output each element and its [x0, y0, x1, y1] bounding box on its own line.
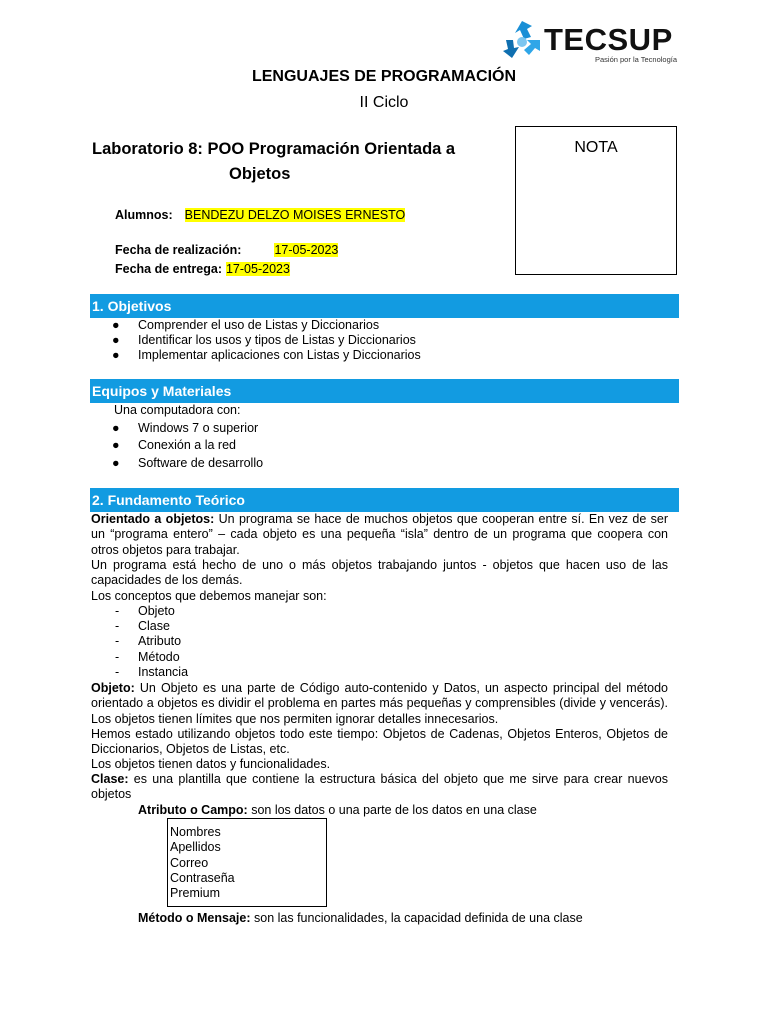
- attribute-item: Premium: [170, 886, 221, 901]
- attribute-item: Nombres: [170, 825, 221, 839]
- term-label: Orientado a objetos:: [91, 512, 215, 526]
- term-label: Clase:: [91, 772, 129, 786]
- paragraph: Los objetos tienen datos y funcionalidades.: [91, 757, 331, 771]
- term-text: son las funcionalidades, la capacidad definida de una clase: [250, 911, 583, 925]
- tecsup-logo: [500, 18, 680, 68]
- list-item: ● Software de desarrollo: [112, 456, 264, 470]
- section-heading-equipos: Equipos y Materiales: [90, 379, 679, 403]
- alumnos-label: Alumnos:: [115, 208, 173, 222]
- nota-box: [515, 126, 677, 275]
- list-item-text: Comprender el uso de Listas y Diccionarios: [138, 318, 380, 332]
- nota-label: NOTA: [574, 139, 618, 156]
- fecha-realizacion-value: 17-05-2023: [274, 243, 339, 257]
- fecha-entrega-label: Fecha de entrega:: [115, 262, 222, 276]
- attributes-box: [167, 818, 327, 907]
- list-item: ● Conexión a la red: [112, 438, 236, 452]
- term-label: Objeto:: [91, 681, 135, 695]
- paragraph-clase: [91, 772, 668, 803]
- list-item: - Atributo: [115, 634, 182, 648]
- list-item-text: Software de desarrollo: [138, 456, 264, 470]
- recycle-arrows-icon: [500, 18, 546, 62]
- fecha-entrega-row: [115, 262, 290, 276]
- paragraph-orientado-objetos: [91, 512, 668, 558]
- paragraph-atributo: [138, 803, 537, 817]
- alumnos-row: [115, 208, 405, 222]
- paragraph: Hemos estado utilizando objetos todo este tiempo: Objetos de Cadenas, Objetos Enteros, Objetos de Diccionarios, Objetos de Listas, etc.: [91, 727, 668, 757]
- paragraph-metodo: [138, 911, 583, 925]
- lab-title-line1: Laboratorio 8: POO Programación Orientada a: [92, 140, 456, 158]
- list-item: - Método: [115, 650, 180, 664]
- list-item-text: Identificar los usos y tipos de Listas y Diccionarios: [138, 333, 416, 347]
- list-item-text: Conexión a la red: [138, 438, 236, 452]
- brand-name: TECSUP: [544, 22, 673, 57]
- attribute-item: Contraseña: [170, 870, 235, 885]
- list-item-text: Clase: [138, 619, 170, 633]
- term-text: son los datos o una parte de los datos en una clase: [247, 803, 537, 817]
- section-heading-fundamento: 2. Fundamento Teórico: [90, 488, 679, 512]
- list-item: - Instancia: [115, 665, 189, 679]
- term-text: Un Objeto es una parte de Código auto-contenido y Datos, un aspecto principal del método orientado a objetos es dividir el problema en partes más pequeñas y comprensibles (divide y vencerás). Los objetos tienen límites que nos permiten ignorar detalles innecesarios.: [91, 681, 668, 726]
- alumnos-value: BENDEZU DELZO MOISES ERNESTO: [184, 208, 406, 222]
- list-item-text: Atributo: [138, 634, 182, 648]
- list-item: - Objeto: [115, 604, 175, 618]
- list-item-text: Método: [138, 650, 180, 664]
- paragraph: Los conceptos que debemos manejar son:: [91, 589, 327, 603]
- list-item-text: Windows 7 o superior: [138, 421, 259, 435]
- fecha-realizacion-label: Fecha de realización:: [115, 243, 242, 257]
- list-item: - Clase: [115, 619, 170, 633]
- term-label: Atributo o Campo:: [138, 803, 248, 817]
- paragraph: Un programa está hecho de uno o más objetos trabajando juntos - objetos que hacen uso de las capacidades de los demás.: [91, 558, 668, 588]
- section-heading-objetivos: 1. Objetivos: [90, 294, 679, 318]
- attribute-item: Correo: [170, 855, 209, 870]
- list-item-text: Objeto: [138, 604, 175, 618]
- list-item-text: Implementar aplicaciones con Listas y Diccionarios: [138, 348, 421, 362]
- list-item: ● Identificar los usos y tipos de Listas y Diccionarios: [112, 333, 416, 347]
- equipos-intro: Una computadora con:: [114, 403, 241, 417]
- lab-title: [92, 137, 512, 187]
- list-item: ● Comprender el uso de Listas y Diccionarios: [112, 318, 380, 332]
- term-label: Método o Mensaje:: [138, 911, 251, 925]
- list-item: ● Implementar aplicaciones con Listas y Diccionarios: [112, 348, 421, 362]
- list-item: ● Windows 7 o superior: [112, 421, 259, 435]
- list-item-text: Instancia: [138, 665, 189, 679]
- fecha-realizacion-row: [115, 243, 338, 257]
- document-subtitle: II Ciclo: [359, 94, 409, 111]
- lab-title-line2: Objetos: [229, 165, 291, 183]
- attribute-item: Apellidos: [170, 840, 221, 855]
- fecha-entrega-value: 17-05-2023: [225, 262, 290, 276]
- term-text: Un programa se hace de muchos objetos que cooperan entre sí. En vez de ser un “programa entero” – cada objeto es una pequeña “isla” dentro de un programa que coopera con otros objetos para trabajar.: [91, 512, 668, 557]
- brand-tagline: Pasión por la Tecnología: [595, 55, 678, 64]
- term-text: es una plantilla que contiene la estructura básica del objeto que me sirve para crear nuevos objetos: [91, 772, 668, 802]
- document-title: LENGUAJES DE PROGRAMACIÓN: [251, 68, 517, 85]
- paragraph-objeto: [91, 681, 668, 727]
